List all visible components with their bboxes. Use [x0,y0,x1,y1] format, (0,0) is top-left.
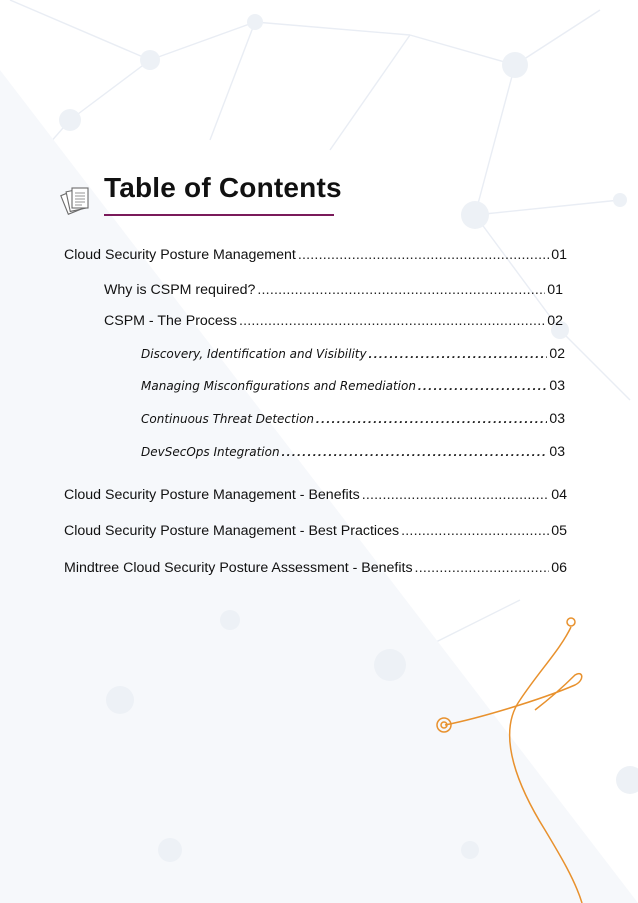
toc-entry-page: 02 [549,345,565,361]
dot-leader [316,411,547,426]
dot-leader [362,487,549,503]
toc-entry-label: CSPM - The Process [104,313,237,329]
toc-entry-label: Discovery, Identification and Visibility [141,347,367,361]
toc-entry-page: 03 [549,443,565,459]
dot-leader [282,444,548,459]
dot-leader [401,523,549,539]
toc-entry-label: Managing Misconfigurations and Remediation [141,379,416,393]
toc-entry-label: DevSecOps Integration [141,445,280,459]
toc-entry-page: 05 [551,523,567,539]
toc-entry[interactable] [141,443,565,459]
toc-entry[interactable] [64,560,567,576]
toc-entry[interactable] [64,247,567,263]
dot-leader [369,346,548,361]
dot-leader [298,247,549,263]
dot-leader [415,560,550,576]
toc-entry-page: 04 [551,487,567,503]
toc-entry[interactable] [141,377,565,393]
document-stack-icon [60,183,94,217]
toc-entry-label: Mindtree Cloud Security Posture Assessment - Benefits [64,560,413,576]
title-underline [104,214,334,216]
toc-entry-page: 01 [551,247,567,263]
toc-entry[interactable] [64,487,567,503]
toc-entry-page: 03 [549,377,565,393]
toc-entry-label: Cloud Security Posture Management [64,247,296,263]
toc-entry-label: Continuous Threat Detection [141,412,315,426]
dot-leader [418,378,547,393]
toc-entry[interactable] [141,345,565,361]
toc-entry-page: 01 [547,282,563,298]
toc-entry[interactable] [104,282,563,298]
toc-entry-label: Cloud Security Posture Management - Benefits [64,487,360,503]
toc-entry-page: 03 [549,410,565,426]
toc-entry[interactable] [64,523,567,539]
toc-entry[interactable] [141,410,565,426]
toc-entry[interactable] [104,313,563,329]
dot-leader [239,313,545,329]
page-title: Table of Contents [104,172,342,203]
toc-entry-label: Cloud Security Posture Management - Best Practices [64,523,400,539]
toc-entry-page: 02 [547,313,563,329]
toc-entry-page: 06 [551,560,567,576]
toc-entry-label: Why is CSPM required? [104,282,256,298]
dot-leader [257,282,545,298]
